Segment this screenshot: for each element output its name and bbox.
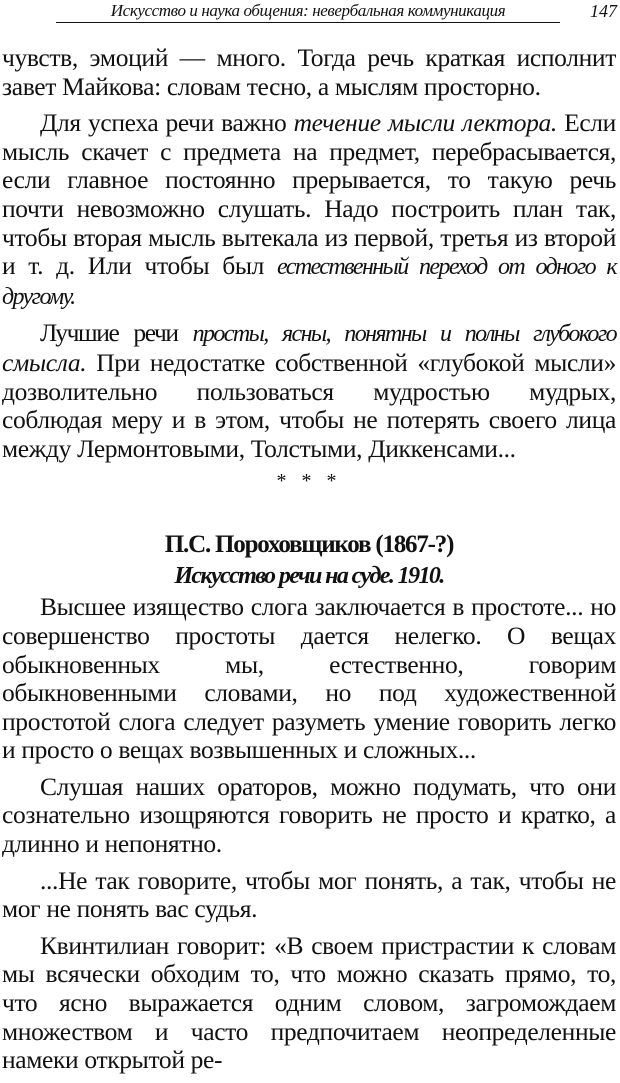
- paragraph-text: Для успеха речи важно: [40, 108, 294, 138]
- paragraph-simplicity: Высшее изящество слога заключается в простоте... но совершенство простоты дается нелегко. О вещах обыкновенных мы, естественно, говорим обыкновенными словами, но под художественной простотой слога следует разуметь умение говорить легко и просто о вещах возвышенных и сложных...: [2, 592, 616, 765]
- section-separator: * * *: [276, 470, 342, 493]
- paragraph-quintilian: Квинтилиан говорит: «В своем пристрастии к словам мы всячески обходим то, что можно сказать прямо, то, что ясно выражается одним словом, загромождаем множеством и часто предпочитаем неопределенные намеки открытой ре-: [2, 930, 616, 1075]
- paragraph-text: Лучшие речи: [40, 318, 193, 348]
- paragraph-continuation: чувств, эмоций — много. Тогда речь краткая исполнит завет Майкова: словам тесно, а мыслям просторно.: [2, 43, 616, 101]
- paragraph-orators: Слушая наших ораторов, можно подумать, что они сознательно изощряются говорить не просто и кратко, а длинно и непонятно.: [2, 771, 616, 859]
- paragraph-best-speeches: [2, 319, 616, 463]
- section-work-subheading: Искусство речи на суде. 1910.: [174, 563, 444, 590]
- emphasis-text: смысла.: [2, 347, 87, 377]
- paragraph-text: Если мысль скачет с предмета на предмет, перебрасывается, если главное постоянно прерывается, то такую речь почти невозможно слушать. Надо построить план так, чтобы вторая мысль вытекала из первой, третья из второй и т. д. Или чтобы был: [2, 108, 616, 281]
- section-author-heading: П.С. Пороховщиков (1867-?): [164, 531, 454, 559]
- page-number: 147: [590, 1, 617, 21]
- emphasis-text: течение мысли лектора.: [293, 108, 557, 138]
- running-header: [0, 0, 620, 24]
- running-title: Искусство и наука общения: невербальная коммуникация: [56, 1, 560, 23]
- emphasis-text: естественный переход от одного к другому.: [2, 254, 616, 310]
- paragraph-lecturer-thought: [2, 109, 616, 311]
- emphasis-text: просты, ясны, понятны и полны глубокого: [192, 321, 616, 348]
- body-text: [2, 44, 616, 1083]
- paragraph-judge: ...Не так говорите, чтобы мог понять, а так, чтобы не мог не понять вас судья.: [2, 865, 616, 924]
- paragraph-text: При недостатке собственной «глубокой мысли» дозволительно пользоваться мудростью мудрых, соблюдая меру и в этом, чтобы не потерять своего лица между Лермонтовыми, Толстыми, Диккенсами...: [2, 347, 616, 463]
